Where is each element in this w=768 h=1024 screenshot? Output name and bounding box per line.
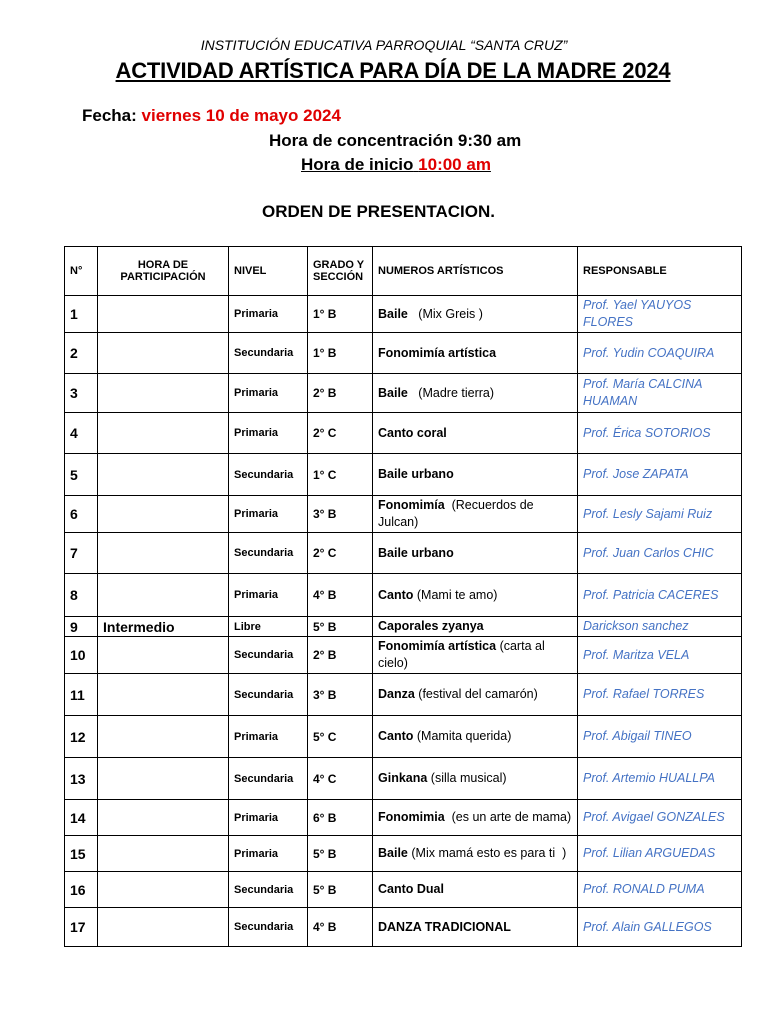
row-nivel: Secundaria bbox=[229, 674, 308, 716]
row-responsable: Prof. Érica SOTORIOS bbox=[578, 413, 742, 454]
table-row bbox=[65, 533, 742, 574]
numero-artistico-title: Ginkana bbox=[378, 771, 428, 785]
numero-artistico-title: Baile bbox=[378, 385, 408, 400]
row-nivel: Secundaria bbox=[229, 908, 308, 947]
row-grado: 5° B bbox=[308, 836, 373, 872]
row-number: 13 bbox=[65, 758, 98, 800]
row-numero-artistico bbox=[373, 836, 578, 872]
table-row bbox=[65, 333, 742, 374]
hora-inicio-label: Hora de inicio bbox=[301, 155, 414, 174]
numero-artistico-title: Canto coral bbox=[378, 425, 447, 440]
row-nivel: Secundaria bbox=[229, 758, 308, 800]
row-nivel: Libre bbox=[229, 617, 308, 637]
row-number: 14 bbox=[65, 800, 98, 836]
table-row bbox=[65, 413, 742, 454]
row-responsable: Prof. Yudin COAQUIRA bbox=[578, 333, 742, 374]
row-nivel: Primaria bbox=[229, 496, 308, 533]
hora-concentracion: Hora de concentración 9:30 am bbox=[269, 131, 522, 150]
row-numero-artistico bbox=[373, 496, 578, 533]
fecha-label: Fecha: bbox=[82, 106, 137, 125]
row-numero-artistico bbox=[373, 574, 578, 617]
table-row bbox=[65, 374, 742, 413]
numero-artistico-detail: (Mamita querida) bbox=[413, 729, 512, 743]
row-hora: Intermedio bbox=[98, 617, 229, 637]
row-nivel: Secundaria bbox=[229, 533, 308, 574]
row-nivel: Primaria bbox=[229, 374, 308, 413]
table-row bbox=[65, 574, 742, 617]
row-nivel: Primaria bbox=[229, 800, 308, 836]
row-number: 16 bbox=[65, 872, 98, 908]
row-grado: 4° B bbox=[308, 908, 373, 947]
hora-inicio-value: 10:00 am bbox=[418, 155, 491, 174]
row-grado: 2° B bbox=[308, 374, 373, 413]
table-header-row bbox=[65, 247, 742, 296]
row-responsable: Prof. Lilian ARGUEDAS bbox=[578, 836, 742, 872]
row-responsable: Prof. Abigail TINEO bbox=[578, 716, 742, 758]
fecha-line bbox=[82, 106, 341, 126]
row-numero-artistico bbox=[373, 716, 578, 758]
row-grado: 5° B bbox=[308, 872, 373, 908]
table-row bbox=[65, 296, 742, 333]
header-numeros: NUMEROS ARTÍSTICOS bbox=[373, 247, 578, 296]
fecha-value: viernes 10 de mayo 2024 bbox=[141, 106, 341, 125]
row-number: 6 bbox=[65, 496, 98, 533]
table-row bbox=[65, 758, 742, 800]
row-numero-artistico bbox=[373, 800, 578, 836]
table-row bbox=[65, 836, 742, 872]
row-numero-artistico bbox=[373, 908, 578, 947]
row-responsable: Prof. María CALCINA HUAMAN bbox=[578, 374, 742, 413]
row-numero-artistico bbox=[373, 374, 578, 413]
hora-inicio-line bbox=[301, 155, 491, 175]
row-nivel: Secundaria bbox=[229, 333, 308, 374]
row-numero-artistico bbox=[373, 296, 578, 333]
row-hora bbox=[98, 296, 229, 333]
numero-artistico-title: Canto bbox=[378, 729, 414, 743]
row-hora bbox=[98, 574, 229, 617]
section-title: ORDEN DE PRESENTACION. bbox=[262, 202, 495, 221]
row-hora bbox=[98, 908, 229, 947]
numero-artistico-title: Danza bbox=[378, 687, 415, 701]
row-responsable: Prof. Jose ZAPATA bbox=[578, 454, 742, 496]
table-row bbox=[65, 716, 742, 758]
row-grado: 3° B bbox=[308, 674, 373, 716]
row-responsable: Prof. Patricia CACERES bbox=[578, 574, 742, 617]
numero-artistico-detail: (Recuerdos de Julcan) bbox=[378, 498, 538, 529]
row-grado: 1° B bbox=[308, 296, 373, 333]
row-numero-artistico bbox=[373, 872, 578, 908]
row-hora bbox=[98, 333, 229, 374]
row-responsable: Darickson sanchez bbox=[578, 617, 742, 637]
row-nivel: Primaria bbox=[229, 716, 308, 758]
row-hora bbox=[98, 674, 229, 716]
row-number: 12 bbox=[65, 716, 98, 758]
numero-artistico-title: Canto Dual bbox=[378, 882, 444, 896]
row-hora bbox=[98, 374, 229, 413]
table-row bbox=[65, 872, 742, 908]
row-responsable: Prof. Yael YAUYOS FLORES bbox=[578, 296, 742, 333]
row-hora bbox=[98, 533, 229, 574]
numero-artistico-detail: (carta al cielo) bbox=[378, 639, 549, 670]
numero-artistico-title: Fonomimia bbox=[378, 810, 445, 824]
numero-artistico-title: Fonomimía artística bbox=[378, 345, 497, 360]
row-nivel: Secundaria bbox=[229, 637, 308, 674]
row-number: 11 bbox=[65, 674, 98, 716]
row-numero-artistico bbox=[373, 533, 578, 574]
row-number: 8 bbox=[65, 574, 98, 617]
row-nivel: Primaria bbox=[229, 296, 308, 333]
numero-artistico-detail: (Mami te amo) bbox=[413, 587, 498, 602]
row-number: 15 bbox=[65, 836, 98, 872]
row-responsable: Prof. Alain GALLEGOS bbox=[578, 908, 742, 947]
row-number: 4 bbox=[65, 413, 98, 454]
row-responsable: Prof. RONALD PUMA bbox=[578, 872, 742, 908]
row-nivel: Secundaria bbox=[229, 454, 308, 496]
row-responsable: Prof. Rafael TORRES bbox=[578, 674, 742, 716]
row-grado: 3° B bbox=[308, 496, 373, 533]
row-number: 5 bbox=[65, 454, 98, 496]
row-number: 7 bbox=[65, 533, 98, 574]
row-grado: 5° C bbox=[308, 716, 373, 758]
row-grado: 5° B bbox=[308, 617, 373, 637]
row-hora bbox=[98, 872, 229, 908]
numero-artistico-title: Canto bbox=[378, 587, 414, 602]
row-hora bbox=[98, 637, 229, 674]
row-grado: 2° C bbox=[308, 413, 373, 454]
row-responsable: Prof. Lesly Sajami Ruiz bbox=[578, 496, 742, 533]
numero-artistico-title: Fonomimía artística bbox=[378, 639, 497, 653]
row-number: 1 bbox=[65, 296, 98, 333]
row-responsable: Prof. Avigael GONZALES bbox=[578, 800, 742, 836]
table-row bbox=[65, 496, 742, 533]
header-hora: HORA DE PARTICIPACIÓN bbox=[98, 247, 229, 296]
header-nivel: NIVEL bbox=[229, 247, 308, 296]
table-row bbox=[65, 454, 742, 496]
row-numero-artistico bbox=[373, 333, 578, 374]
row-number: 3 bbox=[65, 374, 98, 413]
row-nivel: Primaria bbox=[229, 836, 308, 872]
row-number: 10 bbox=[65, 637, 98, 674]
row-grado: 6° B bbox=[308, 800, 373, 836]
row-numero-artistico bbox=[373, 758, 578, 800]
numero-artistico-detail: (festival del camarón) bbox=[414, 687, 538, 701]
header-num: N° bbox=[65, 247, 98, 296]
table-row bbox=[65, 637, 742, 674]
row-nivel: Secundaria bbox=[229, 872, 308, 908]
numero-artistico-detail: (es un arte de mama) bbox=[444, 810, 572, 824]
header-responsable: RESPONSABLE bbox=[578, 247, 742, 296]
row-nivel: Primaria bbox=[229, 574, 308, 617]
row-numero-artistico bbox=[373, 617, 578, 637]
row-grado: 1° C bbox=[308, 454, 373, 496]
numero-artistico-title: Baile urbano bbox=[378, 467, 454, 481]
row-nivel: Primaria bbox=[229, 413, 308, 454]
numero-artistico-title: Baile bbox=[378, 306, 408, 321]
row-numero-artistico bbox=[373, 413, 578, 454]
table-row bbox=[65, 617, 742, 637]
row-hora bbox=[98, 836, 229, 872]
numero-artistico-title: Fonomimía bbox=[378, 498, 445, 512]
row-numero-artistico bbox=[373, 454, 578, 496]
table-row bbox=[65, 800, 742, 836]
row-responsable: Prof. Juan Carlos CHIC bbox=[578, 533, 742, 574]
row-hora bbox=[98, 496, 229, 533]
row-hora bbox=[98, 800, 229, 836]
row-grado: 1° B bbox=[308, 333, 373, 374]
numero-artistico-detail: (Mix mamá esto es para ti ) bbox=[407, 846, 567, 860]
numero-artistico-title: DANZA TRADICIONAL bbox=[378, 919, 511, 934]
numero-artistico-detail: (Mix Greis ) bbox=[407, 306, 483, 321]
institution-name: INSTITUCIÓN EDUCATIVA PARROQUIAL “SANTA CRUZ” bbox=[200, 37, 568, 53]
row-numero-artistico bbox=[373, 637, 578, 674]
table-row bbox=[65, 674, 742, 716]
row-responsable: Prof. Maritza VELA bbox=[578, 637, 742, 674]
numero-artistico-detail: (Madre tierra) bbox=[407, 385, 495, 400]
row-number: 9 bbox=[65, 617, 98, 637]
document-title: ACTIVIDAD ARTÍSTICA PARA DÍA DE LA MADRE 2024 bbox=[115, 58, 671, 83]
numero-artistico-detail: (silla musical) bbox=[427, 771, 507, 785]
numero-artistico-title: Caporales zyanya bbox=[378, 619, 484, 633]
row-number: 2 bbox=[65, 333, 98, 374]
row-hora bbox=[98, 716, 229, 758]
row-number: 17 bbox=[65, 908, 98, 947]
row-hora bbox=[98, 454, 229, 496]
row-grado: 2° B bbox=[308, 637, 373, 674]
numero-artistico-title: Baile urbano bbox=[378, 545, 454, 560]
row-responsable: Prof. Artemio HUALLPA bbox=[578, 758, 742, 800]
header-grado: GRADO Y SECCIÓN bbox=[308, 247, 373, 296]
row-hora bbox=[98, 758, 229, 800]
presentation-table bbox=[64, 246, 742, 947]
row-hora bbox=[98, 413, 229, 454]
row-grado: 2° C bbox=[308, 533, 373, 574]
row-grado: 4° B bbox=[308, 574, 373, 617]
table-row bbox=[65, 908, 742, 947]
row-grado: 4° C bbox=[308, 758, 373, 800]
row-numero-artistico bbox=[373, 674, 578, 716]
numero-artistico-title: Baile bbox=[378, 846, 408, 860]
